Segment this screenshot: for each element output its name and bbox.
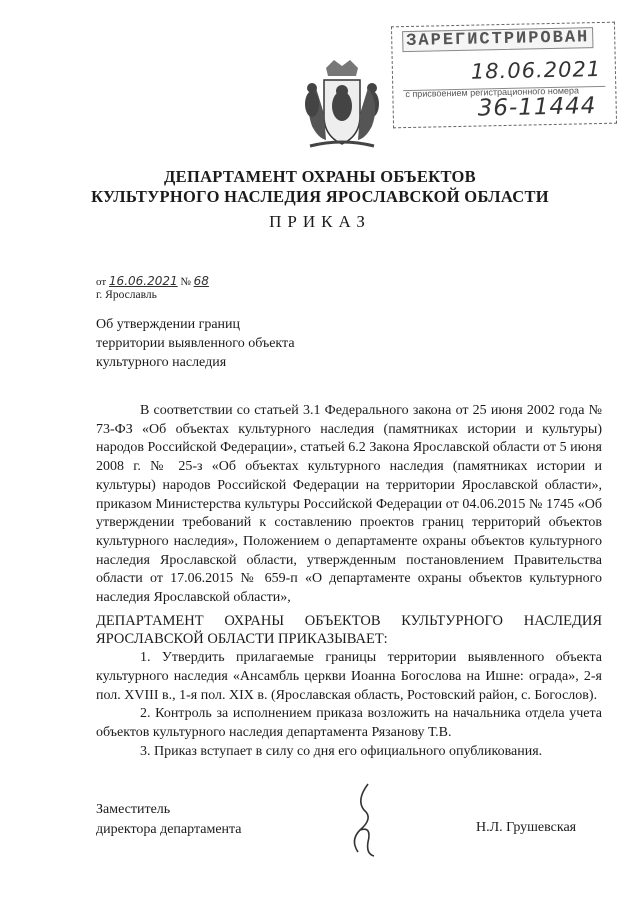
subject-line: культурного наследия — [96, 355, 227, 370]
signatory-name: Н.Л. Грушевская — [476, 820, 577, 835]
stamp-number: 36-11444 — [477, 93, 597, 122]
preamble-paragraph: В соответствии со статьей 3.1 Федерального закона от 25 июня 2002 года № 73-ФЗ «Об объектах культурного наследия (памятниках истории и культуры) народов Российской Федерации», статьей 6.2 Закона Ярославской области от 5 июня 2008 г. № 25-з «Об объектах культурного наследия (памятниках истории и культуры) народов Российской Федерации на территории Ярославской области», приказом Министерства культуры Российской Федерации от 04.06.2015 № 1745 «Об утверждении требований к составлению проектов границ территорий объектов культурного наследия», Положением о департаменте охраны объектов культурного наследия Ярославской области, утвержденным постановлением Правительства области от 17.06.2015 № 659-п «О департаменте охраны объектов культурного наследия Ярославской области», — [96, 403, 602, 606]
order-date-line — [96, 274, 209, 288]
subject-line: территории выявленного объекта — [96, 336, 295, 351]
stamp-note: с присвоением регистрационного номера — [405, 85, 580, 100]
stamp-date: 18.06.2021 — [470, 56, 602, 84]
order-item-2: 2. Контроль за исполнением приказа возложить на начальника отдела учета объектов культурного наследия департамента Рязанову Т.В. — [96, 706, 602, 740]
subject-line: Об утверждении границ — [96, 317, 241, 332]
registration-stamp — [391, 22, 617, 129]
stamp-title: ЗАРЕГИСТРИРОВАН — [402, 27, 593, 52]
document-type-title: ПРИКАЗ — [269, 212, 371, 231]
department-name-line1: ДЕПАРТАМЕНТ ОХРАНЫ ОБЪЕКТОВ — [164, 167, 476, 186]
position-line: директора департамента — [96, 822, 242, 837]
handwritten-signature — [338, 780, 388, 860]
signatory-position — [96, 800, 242, 840]
order-city: г. Ярославль — [96, 289, 157, 301]
order-date: 16.06.2021 — [108, 274, 178, 288]
order-item-3: 3. Приказ вступает в силу со дня его официального опубликования. — [140, 743, 543, 759]
order-subject — [96, 315, 295, 372]
number-label: № — [180, 276, 191, 288]
order-body — [96, 402, 602, 761]
from-label: от — [96, 276, 107, 288]
order-item-1: 1. Утвердить прилагаемые границы территории выявленного объекта культурного наследия «Ансамбль церкви Иоанна Богослова на Ишне: ограда», 2-я пол. XVIII в., 1-я пол. XIX в. (Ярославская область, Ростовский район, с. Богослов). — [96, 650, 602, 703]
position-line: Заместитель — [96, 802, 171, 817]
order-number: 68 — [193, 274, 209, 288]
decree-paragraph: ДЕПАРТАМЕНТ ОХРАНЫ ОБЪЕКТОВ КУЛЬТУРНОГО НАСЛЕДИЯ ЯРОСЛАВСКОЙ ОБЛАСТИ ПРИКАЗЫВАЕТ: — [96, 612, 602, 648]
coat-of-arms-icon — [296, 54, 388, 154]
department-name-line2: КУЛЬТУРНОГО НАСЛЕДИЯ ЯРОСЛАВСКОЙ ОБЛАСТИ — [91, 187, 549, 206]
